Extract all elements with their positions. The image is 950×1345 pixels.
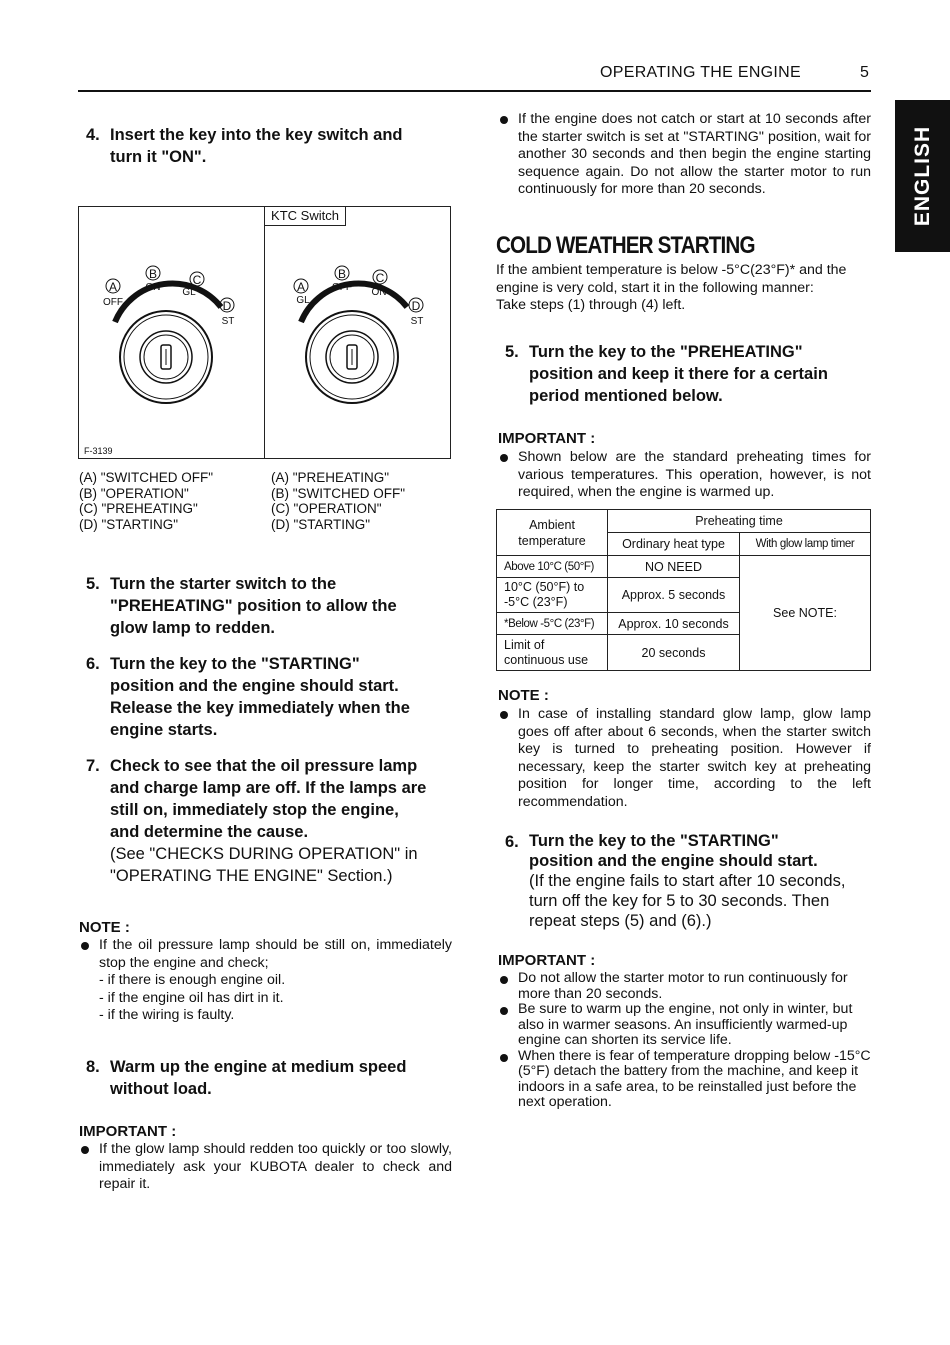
row-temp: 10°C (50°F) to -5°C (23°F) <box>497 578 608 613</box>
header-preheating: Preheating time <box>608 510 871 533</box>
ktc-switch-label: KTC Switch <box>264 206 346 226</box>
step-number: 6. <box>86 655 100 673</box>
step-4-line-1: Insert the key into the key switch and <box>110 126 403 144</box>
step-number: 6. <box>505 833 519 851</box>
step-line: engine starts. <box>110 721 218 739</box>
right-letter-c: C <box>375 271 385 285</box>
left-letter-c: C <box>192 273 202 287</box>
row-temp: *Below -5°C (23°F) <box>497 613 608 635</box>
left-letter-b: B <box>148 267 158 281</box>
step-line: position and the engine should start. <box>529 852 818 870</box>
step-line: Turn the key to the "STARTING" <box>110 655 360 673</box>
step-6-left <box>86 653 456 743</box>
step-number: 5. <box>86 575 100 593</box>
note-sub-item: - if the wiring is faulty. <box>99 1007 235 1024</box>
important-bullet: When there is fear of temperature dropping below -15°C (5°F) detach the battery from the machine, and keep it indoors in a safe area, to be reinstalled just before the next operation. <box>498 1049 871 1111</box>
left-pos-d: ST <box>221 316 235 327</box>
step-number: 7. <box>86 757 100 775</box>
row-temp: Above 10°C (50°F) <box>497 556 608 578</box>
right-pos-b: OFF <box>332 282 352 293</box>
step-line: Turn the key to the "STARTING" <box>529 832 779 850</box>
important-heading-right-2: IMPORTANT : <box>498 952 596 969</box>
legend-item: (B) "SWITCHED OFF" <box>271 485 406 501</box>
step-6-right <box>505 831 875 933</box>
important-bullet: If the glow lamp should redden too quickly or too slowly, immediately ask your KUBOTA dealer to check and repair it. <box>79 1141 452 1194</box>
header-ambient: Ambient temperature <box>497 510 608 556</box>
row-temp: Limit of continuous use <box>497 635 608 671</box>
step-number: 8. <box>86 1058 100 1076</box>
right-switch-arc <box>301 283 407 322</box>
legend-item: (D) "STARTING" <box>271 516 371 532</box>
step-line: position and keep it there for a certain <box>529 365 828 383</box>
step-line: Check to see that the oil pressure lamp <box>110 757 418 775</box>
left-switch-legend <box>79 470 264 532</box>
legend-item: (B) "OPERATION" <box>79 485 189 501</box>
step-note-line: "OPERATING THE ENGINE" Section.) <box>110 867 393 885</box>
step-4-number: 4. <box>86 126 100 144</box>
row-time: 20 seconds <box>608 635 740 671</box>
important-bullet: Be sure to warm up the engine, not only in winter, but also in warmer seasons. An insufficiently warmed-up engine can shorten its service life. <box>498 1002 871 1049</box>
step-4-text <box>110 124 403 168</box>
important-bullet: Do not allow the starter motor to run continuously for more than 20 seconds. <box>498 971 871 1002</box>
important-body-right-1 <box>498 449 871 502</box>
step-text <box>110 1056 406 1100</box>
step-line: position and the engine should start. <box>110 677 399 695</box>
right-letter-d: D <box>411 299 421 313</box>
step-4-line-2: turn it "ON". <box>110 148 207 166</box>
note-heading-left: NOTE : <box>79 919 130 936</box>
left-pos-b: ON <box>145 282 161 293</box>
step-text <box>110 755 426 887</box>
restart-advice <box>498 111 871 199</box>
step-text <box>529 341 828 407</box>
intro-line: Take steps (1) through (4) left. <box>496 297 686 314</box>
step-line: "PREHEATING" position to allow the <box>110 597 397 615</box>
left-pos-a: OFF <box>103 297 123 308</box>
note-sub-item: - if there is enough engine oil. <box>99 972 286 989</box>
step-note-line: (If the engine fails to start after 10 seconds, <box>529 872 846 890</box>
row-time: NO NEED <box>608 556 740 578</box>
right-letter-a: A <box>296 280 306 294</box>
left-pos-c: GL <box>182 287 196 298</box>
step-line: still on, immediately stop the engine, <box>110 801 399 819</box>
step-note-line: (See "CHECKS DURING OPERATION" in <box>110 845 418 863</box>
left-letter-d: D <box>222 299 232 313</box>
step-text <box>529 831 845 931</box>
step-5-right <box>505 341 875 409</box>
left-key-switch <box>103 266 234 403</box>
step-line: Warm up the engine at medium speed <box>110 1058 407 1076</box>
legend-item: (D) "STARTING" <box>79 516 179 532</box>
header-ordinary: Ordinary heat type <box>608 533 740 556</box>
legend-item: (C) "PREHEATING" <box>79 501 198 516</box>
right-switch-legend <box>271 470 456 532</box>
step-note-line: turn off the key for 5 to 30 seconds. Then <box>529 892 830 910</box>
step-line: and charge lamp are off. If the lamps are <box>110 779 427 797</box>
intro-line: engine is very cold, start it in the following manner: <box>496 279 814 296</box>
header-glow-timer: With glow lamp timer <box>740 533 871 556</box>
note-body-left <box>79 937 452 1025</box>
important-body-left <box>79 1141 452 1194</box>
step-line: glow lamp to redden. <box>110 619 276 637</box>
language-tab-label: ENGLISH <box>910 125 934 227</box>
step-5-left <box>86 573 456 641</box>
step-text <box>110 653 410 741</box>
step-7-left <box>86 755 456 889</box>
legend-item: (A) "SWITCHED OFF" <box>79 470 214 485</box>
intro-line: If the ambient temperature is below -5°C(23°F)* and the <box>496 262 847 278</box>
header-rule <box>78 90 871 92</box>
row-time: Approx. 10 seconds <box>608 613 740 635</box>
step-8-left <box>86 1056 456 1102</box>
note-bullet: If the oil pressure lamp should be still on, immediately stop the engine and check; <box>79 937 452 972</box>
step-line: Turn the starter switch to the <box>110 575 337 593</box>
left-letter-a: A <box>108 280 118 294</box>
step-line: Turn the key to the "PREHEATING" <box>529 343 803 361</box>
step-line: without load. <box>110 1080 212 1098</box>
important-heading-right-1: IMPORTANT : <box>498 430 596 447</box>
right-pos-a: GL <box>296 295 310 306</box>
legend-item: (A) "PREHEATING" <box>271 470 390 485</box>
note-bullet: In case of installing standard glow lamp, glow lamp goes off after about 6 seconds, when the starter switch key is turned to preheating position. However if necessary, keep the starter switch key at preheating position for longer time, according to the left recommendation. <box>498 706 871 812</box>
step-note-line: repeat steps (5) and (6).) <box>529 912 712 930</box>
language-tab <box>895 100 950 252</box>
step-line: and determine the cause. <box>110 823 309 841</box>
right-key-switch <box>294 266 423 403</box>
cold-weather-title: COLD WEATHER STARTING <box>496 232 755 259</box>
step-line: period mentioned below. <box>529 387 723 405</box>
restart-bullet: If the engine does not catch or start at 10 seconds after the starter switch is set at "STARTING" position, wait for another 30 seconds and then begin the engine starting sequence again. Do not allow the starter motor to run continuously for more than 20 seconds. <box>498 111 871 199</box>
important-body-right-2 <box>498 971 871 1111</box>
key-switch-drawings <box>79 227 449 442</box>
preheating-table <box>496 509 871 671</box>
left-switch-arc <box>115 283 221 322</box>
figure-code: F-3139 <box>84 446 113 456</box>
step-text <box>110 573 397 639</box>
note-body-right <box>498 706 871 812</box>
see-note-cell: See NOTE: <box>740 556 871 671</box>
running-header-title: OPERATING THE ENGINE <box>600 64 801 81</box>
right-letter-b: B <box>337 267 347 281</box>
right-pos-d: ST <box>410 316 424 327</box>
note-heading-right: NOTE : <box>498 687 549 704</box>
step-number: 5. <box>505 343 519 361</box>
important-heading-left: IMPORTANT : <box>79 1123 177 1140</box>
right-pos-c: ON <box>371 287 387 298</box>
step-line: Release the key immediately when the <box>110 699 410 717</box>
page-number: 5 <box>860 64 869 81</box>
important-bullet: Shown below are the standard preheating times for various temperatures. This operation, however, is not required, when the engine is warmed up. <box>498 449 871 502</box>
step-4 <box>86 124 456 170</box>
note-sub-item: - if the engine oil has dirt in it. <box>99 989 284 1006</box>
row-time: Approx. 5 seconds <box>608 578 740 613</box>
cold-weather-intro <box>496 262 876 315</box>
legend-item: (C) "OPERATION" <box>271 501 382 516</box>
